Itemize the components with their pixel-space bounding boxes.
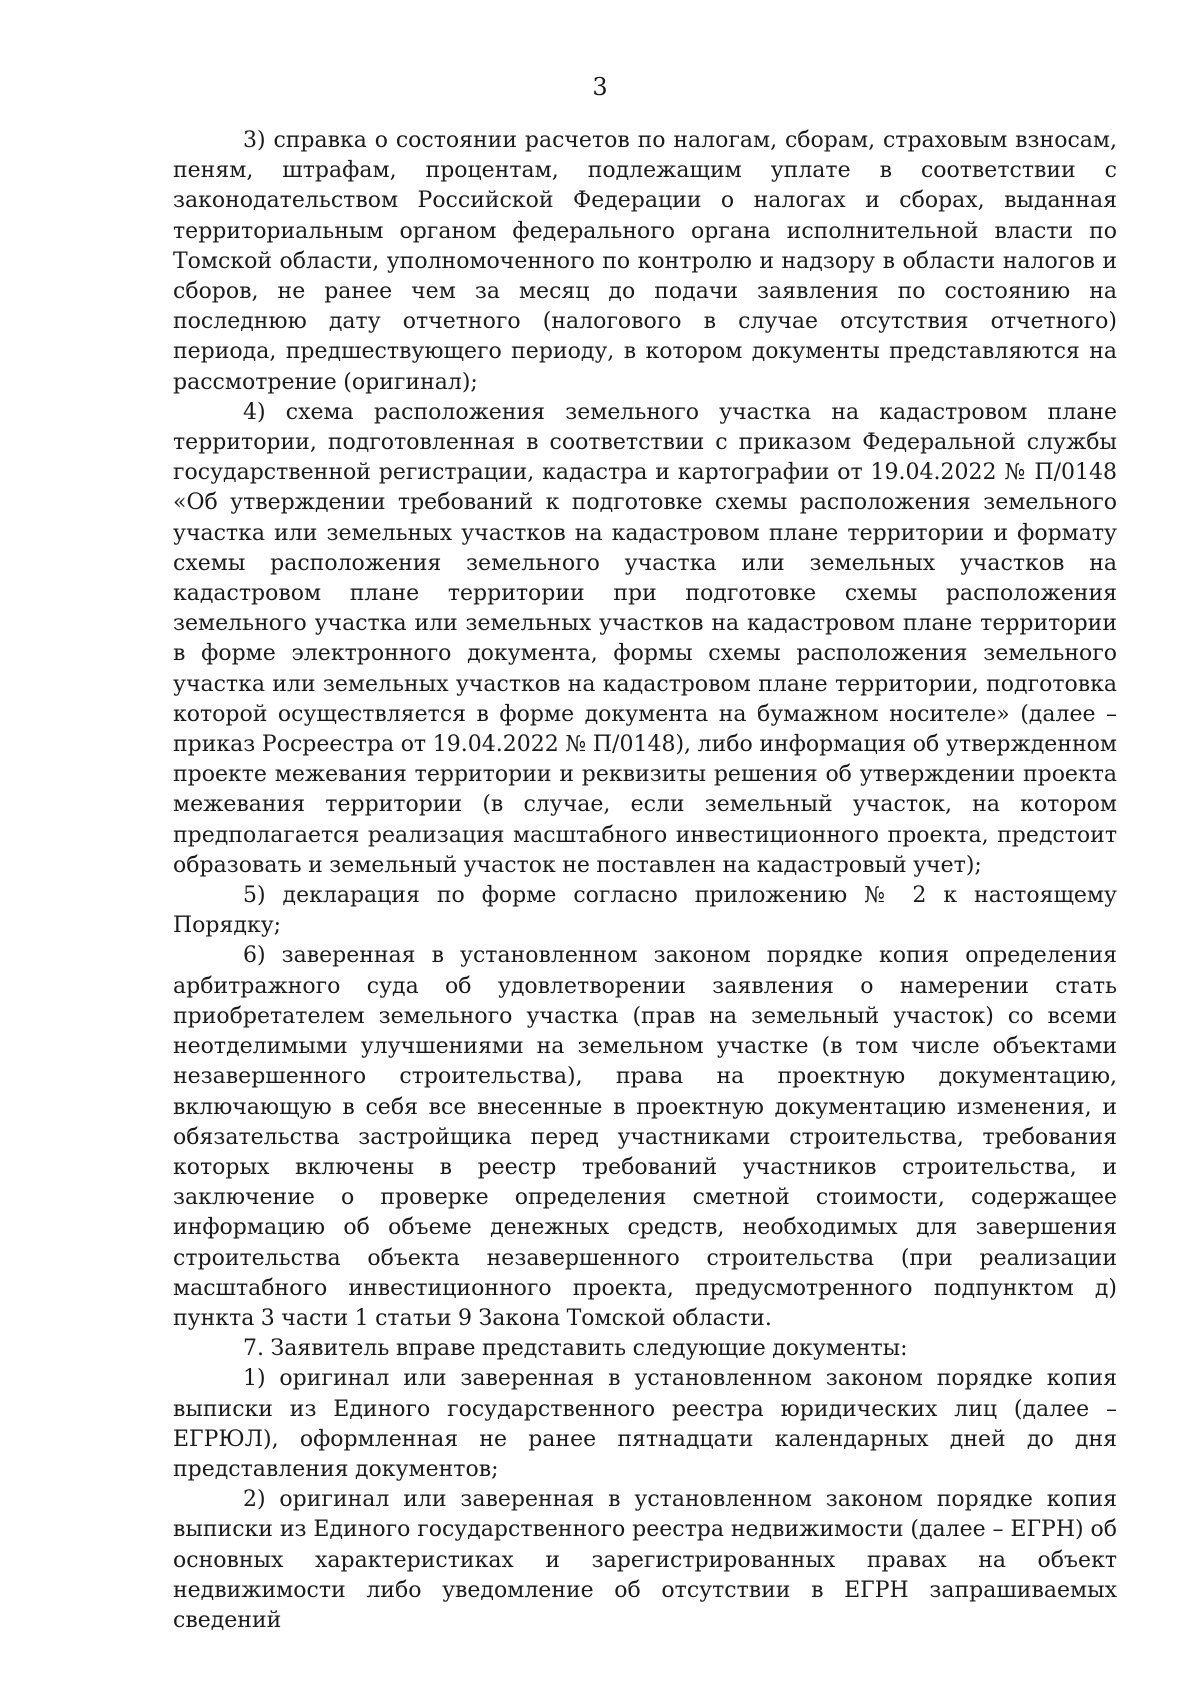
paragraph-item-6-court-ruling-copy: 6) заверенная в установленном законом порядке копия определения арбитражного суда об удовлетворении заявления о намерении стать приобретателем земельного участка (прав на земельный участок) со всеми неотделимыми улучшениями на земельном участке (в том числе объектами незавершенного строительства), права на проектную документацию, включающую в себя все внесенные в проектную документацию изменения, и обязательства застройщика перед участниками строительства, требования которых включены в реестр требований участников строительства, и заключение о проверке определения сметной стоимости, содержащее информацию об объеме денежных средств, необходимых для завершения строительства объекта незавершенного строительства (при реализации масштабного инвестиционного проекта, предусмотренного подпунктом д) пункта 3 части 1 статьи 9 Закона Томской области.: [173, 943, 1117, 1331]
paragraph-item-2-egrn-extract: 2) оригинал или заверенная в установленном законом порядке копия выписки из Единого государственного реестра недвижимости (далее – ЕГРН) об основных характеристиках и зарегистрированных правах на объект недвижимости либо уведомление об отсутствии в ЕГРН запрашиваемых сведений: [173, 1487, 1117, 1633]
document-body: [173, 126, 1117, 1636]
paragraph-item-3-tax-certificate: 3) справка о состоянии расчетов по налогам, сборам, страховым взносам, пеням, штрафам, процентам, подлежащим уплате в соответствии с законодательством Российской Федерации о налогах и сборах, выданная территориальным органом федерального органа исполнительной власти по Томской области, уполномоченного по контролю и надзору в области налогов и сборов, не ранее чем за месяц до подачи заявления по состоянию на последнюю дату отчетного (налогового в случае отсутствия отчетного) периода, предшествующего периоду, в котором документы представляются на рассмотрение (оригинал);: [173, 128, 1117, 395]
paragraph-item-5-declaration: 5) декларация по форме согласно приложению № 2 к настоящему Порядку;: [173, 883, 1117, 939]
paragraph-section-7-optional-documents: 7. Заявитель вправе представить следующие документы:: [243, 1336, 908, 1362]
paragraph-item-1-egrul-extract: 1) оригинал или заверенная в установленном законом порядке копия выписки из Единого государственного реестра юридических лиц (далее – ЕГРЮЛ), оформленная не ранее пятнадцати календарных дней до дня представления документов;: [173, 1366, 1117, 1482]
paragraph-item-4-land-scheme: 4) схема расположения земельного участка на кадастровом плане территории, подготовленная в соответствии с приказом Федеральной службы государственной регистрации, кадастра и картографии от 19.04.2022 № П/0148 «Об утверждении требований к подготовке схемы расположения земельного участка или земельных участков на кадастровом плане территории и формату схемы расположения земельного участка или земельных участков на кадастровом плане территории при подготовке схемы расположения земельного участка или земельных участков на кадастровом плане территории в форме электронного документа, формы схемы расположения земельного участка или земельных участков на кадастровом плане территории, подготовка которой осуществляется в форме документа на бумажном носителе» (далее – приказ Росреестра от 19.04.2022 № П/0148), либо информация об утвержденном проекте межевания территории и реквизиты решения об утверждении проекта межевания территории (в случае, если земельный участок, на котором предполагается реализация масштабного инвестиционного проекта, предстоит образовать и земельный участок не поставлен на кадастровый учет);: [173, 399, 1117, 878]
page-number: 3: [592, 73, 608, 101]
